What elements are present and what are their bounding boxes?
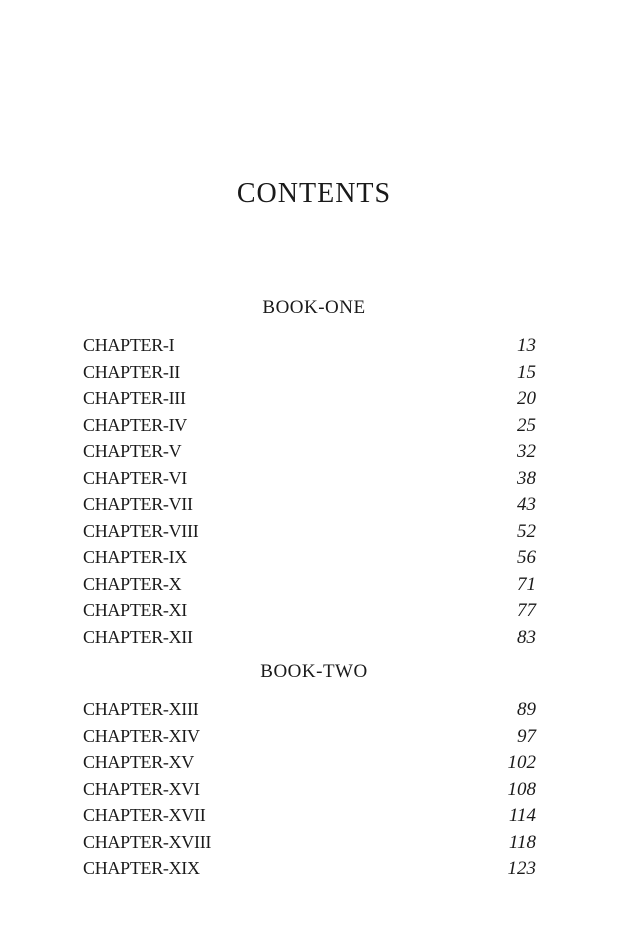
book-one-heading: BOOK-ONE: [262, 297, 366, 318]
toc-entry[interactable]: [83, 696, 536, 723]
chapter-label: CHAPTER-VI: [83, 467, 187, 488]
book-two-heading: BOOK-TWO: [260, 661, 368, 682]
toc-entry[interactable]: [83, 802, 536, 829]
chapter-label: CHAPTER-II: [83, 361, 180, 382]
chapter-label: CHAPTER-XI: [83, 600, 187, 620]
page-number: 118: [508, 831, 536, 853]
toc-entry[interactable]: [83, 624, 536, 651]
chapter-label: CHAPTER-XIII: [83, 699, 199, 719]
page-number: 77: [517, 600, 536, 621]
toc-entry[interactable]: [83, 518, 536, 545]
toc-entry[interactable]: [83, 438, 536, 465]
toc-entry[interactable]: [83, 359, 536, 386]
toc-entry[interactable]: [83, 491, 536, 518]
page-number: 56: [517, 547, 536, 568]
toc-entry[interactable]: [83, 571, 536, 598]
page-number: 83: [517, 626, 536, 648]
page-number: 102: [507, 752, 536, 773]
page-number: 20: [517, 388, 536, 409]
chapter-label: CHAPTER-V: [83, 441, 182, 461]
book-one-chapter-list: [83, 332, 536, 650]
chapter-label: CHAPTER-XVIII: [83, 831, 212, 852]
toc-entry[interactable]: [83, 597, 536, 624]
toc-entry[interactable]: [83, 829, 536, 856]
page-number: 25: [517, 414, 536, 436]
chapter-label: CHAPTER-XV: [83, 752, 195, 772]
toc-entry[interactable]: [83, 544, 536, 571]
chapter-label: CHAPTER-IV: [83, 414, 187, 435]
page-number: 43: [517, 494, 536, 515]
toc-entry[interactable]: [83, 385, 536, 412]
page-number: 13: [517, 335, 536, 356]
chapter-label: CHAPTER-III: [83, 388, 186, 408]
page-number: 123: [507, 858, 536, 879]
chapter-label: CHAPTER-VIII: [83, 520, 199, 541]
page-number: 38: [517, 467, 536, 489]
page-number: 15: [517, 361, 536, 383]
toc-entry[interactable]: [83, 776, 536, 803]
page-number: 32: [517, 441, 536, 462]
chapter-label: CHAPTER-VII: [83, 494, 193, 514]
chapter-label: CHAPTER-XVII: [83, 805, 206, 825]
toc-entry[interactable]: [83, 465, 536, 492]
toc-entry[interactable]: [83, 749, 536, 776]
toc-entry[interactable]: [83, 412, 536, 439]
book-two-chapter-list: [83, 696, 536, 882]
toc-entry[interactable]: [83, 332, 536, 359]
chapter-label: CHAPTER-X: [83, 573, 182, 594]
chapter-label: CHAPTER-XII: [83, 626, 193, 647]
chapter-label: CHAPTER-XIV: [83, 725, 200, 746]
page-number: 114: [508, 805, 536, 826]
chapter-label: CHAPTER-IX: [83, 547, 187, 567]
page-number: 108: [507, 778, 536, 800]
page-number: 71: [517, 573, 536, 595]
chapter-label: CHAPTER-XVI: [83, 778, 200, 799]
chapter-label: CHAPTER-I: [83, 335, 175, 355]
toc-entry[interactable]: [83, 855, 536, 882]
chapter-label: CHAPTER-XIX: [83, 858, 200, 878]
page-number: 52: [517, 520, 536, 542]
toc-entry[interactable]: [83, 723, 536, 750]
page-title: CONTENTS: [236, 178, 392, 209]
page-number: 97: [517, 725, 536, 747]
page-number: 89: [517, 699, 536, 720]
